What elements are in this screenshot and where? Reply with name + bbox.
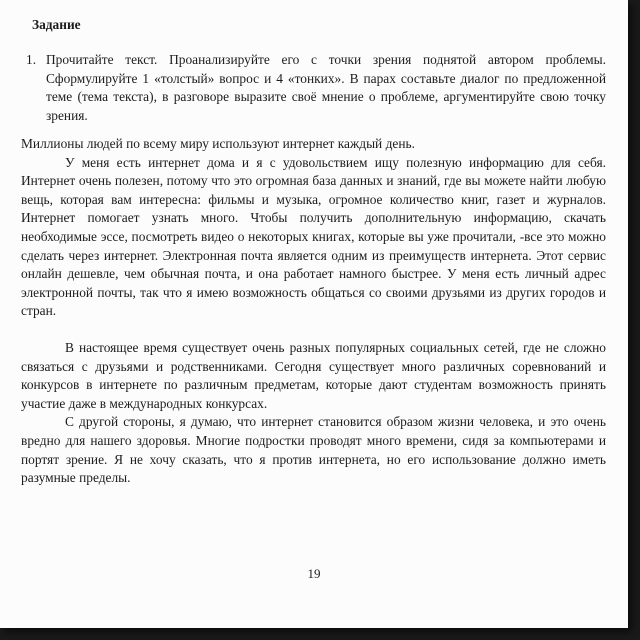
intro-paragraph: Миллионы людей по всему миру используют интернет каждый день.: [21, 136, 415, 151]
task-item: [26, 51, 606, 125]
paragraph-other-side: С другой стороны, я думаю, что интернет становится образом жизни человека, и это очень вредно для нашего здоровья. Многие подростки проводят много времени, сидя за компьютерами и портят зрение. Я не хочу сказать, что я против интернета, но его использование должно иметь разумные пределы.: [21, 414, 606, 486]
paragraph-internet-benefits: У меня есть интернет дома и я с удовольствием ищу полезную информацию для себя. Интернет очень полезен, потому что это огромная база данных и знаний, где вы можете найти любую вещь, которая вам интересна: фильмы и музыка, огромное количество книг, газет и журналов. Интернет помогает узнать много. Чтобы получить дополнительную информацию, скачать необходимые эссе, посмотреть видео о некоторых книгах, которые вы уже прочитали, -все это можно сделать через интернет. Электронная почта является одним из преимуществ интернета. Этот сервис онлайн дешевле, чем обычная почта, и она работает намного быстрее. У меня есть личный адрес электронной почты, так что я имею возможность общаться со своими друзьями из других городов и стран.: [21, 154, 606, 319]
task-number: 1.: [26, 52, 37, 67]
task-text: Прочитайте текст. Проанализируйте его с точки зрения поднятой автором проблемы. Сформулируйте 1 «толстый» вопрос и 4 «тонких». В парах составьте диалог по предложенной теме (тема текста), в разговоре выразите своё мнение о проблеме, аргументируйте свою точку зрения.: [46, 52, 606, 123]
page-number: 19: [307, 566, 321, 581]
body-text: [21, 135, 606, 488]
task-list: [26, 51, 606, 125]
paragraph-social-networks: В настоящее время существует очень разных популярных социальных сетей, где не сложно связаться с друзьями и родственниками. Сегодня существует много различных соревнований и конкурсов в интернете по различным предметам, которые дают студентам возможность принять участие даже в международных конкурсах.: [21, 339, 606, 411]
section-heading: Задание: [32, 17, 81, 32]
